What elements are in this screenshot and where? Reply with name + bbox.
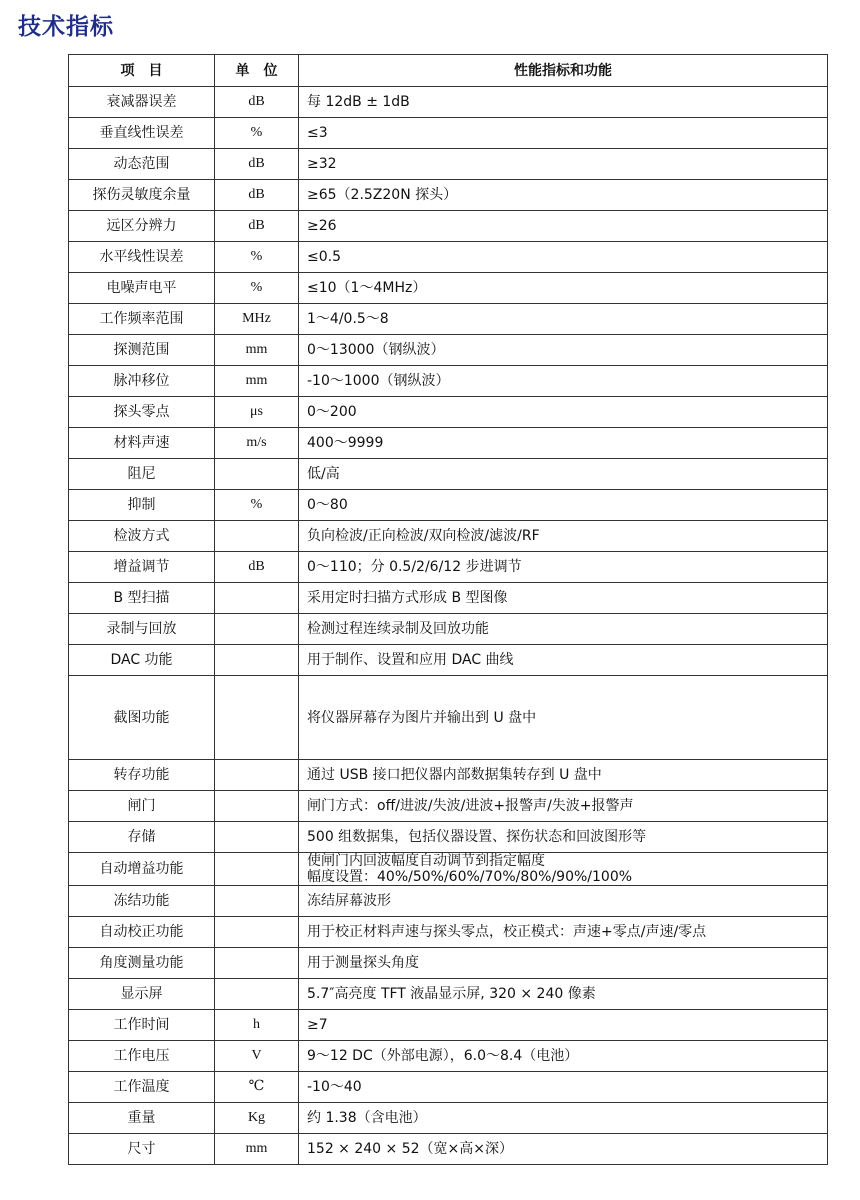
- row-item: 材料声速: [69, 428, 215, 459]
- row-value-text: 采用定时扫描方式形成 B 型图像: [307, 590, 508, 606]
- row-unit: [215, 760, 299, 791]
- row-value-text: ≥65（2.5Z20N 探头）: [307, 187, 458, 203]
- table-row: [69, 552, 828, 583]
- row-item: 自动增益功能: [69, 853, 215, 886]
- row-value-text: -10～40: [307, 1079, 362, 1095]
- row-item: 抑制: [69, 490, 215, 521]
- row-item: 电噪声电平: [69, 273, 215, 304]
- row-value: [299, 149, 828, 180]
- header-unit: 单 位: [215, 55, 299, 87]
- row-unit: Kg: [215, 1103, 299, 1134]
- row-value-text: ≤10（1～4MHz）: [307, 280, 427, 296]
- table-row: [69, 521, 828, 552]
- header-item: 项 目: [69, 55, 215, 87]
- row-item: 工作频率范围: [69, 304, 215, 335]
- table-row: [69, 211, 828, 242]
- row-unit: mm: [215, 366, 299, 397]
- row-value: [299, 87, 828, 118]
- row-item: 尺寸: [69, 1134, 215, 1165]
- row-unit: [215, 614, 299, 645]
- table-row: [69, 886, 828, 917]
- row-item: 衰减器误差: [69, 87, 215, 118]
- row-value: [299, 822, 828, 853]
- row-value: [299, 1103, 828, 1134]
- row-value-text: 5.7″高亮度 TFT 液晶显示屏, 320 × 240 像素: [307, 986, 596, 1002]
- table-row: [69, 459, 828, 490]
- row-value: [299, 428, 828, 459]
- row-unit: %: [215, 242, 299, 273]
- row-value: [299, 1041, 828, 1072]
- row-value-text: 将仪器屏幕存为图片并输出到 U 盘中: [307, 709, 537, 726]
- row-value: [299, 397, 828, 428]
- table-row: [69, 397, 828, 428]
- row-item: 角度测量功能: [69, 948, 215, 979]
- row-item: 闸门: [69, 791, 215, 822]
- row-item: 工作时间: [69, 1010, 215, 1041]
- row-value: [299, 366, 828, 397]
- row-unit: ℃: [215, 1072, 299, 1103]
- row-unit: mm: [215, 335, 299, 366]
- row-value-text: 0～80: [307, 497, 348, 513]
- row-unit: μs: [215, 397, 299, 428]
- row-unit: m/s: [215, 428, 299, 459]
- row-item: 探测范围: [69, 335, 215, 366]
- row-item: 远区分辨力: [69, 211, 215, 242]
- row-value: [299, 979, 828, 1010]
- table-row: [69, 917, 828, 948]
- row-item: 重量: [69, 1103, 215, 1134]
- row-value-text: 152 × 240 × 52（宽×高×深）: [307, 1141, 513, 1157]
- row-value: [299, 645, 828, 676]
- table-row: [69, 1072, 828, 1103]
- row-value-text: ≥7: [307, 1017, 328, 1033]
- row-value-text: 冻结屏幕波形: [307, 893, 391, 909]
- row-unit: %: [215, 490, 299, 521]
- row-item: 截图功能: [69, 676, 215, 760]
- spec-table: [68, 54, 828, 1165]
- row-value: [299, 948, 828, 979]
- row-value-text: 通过 USB 接口把仪器内部数据集转存到 U 盘中: [307, 767, 602, 783]
- table-row: [69, 979, 828, 1010]
- row-value-text-2: 幅度设置：40%/50%/60%/70%/80%/90%/100%: [307, 869, 633, 885]
- row-unit: [215, 645, 299, 676]
- row-unit: dB: [215, 211, 299, 242]
- row-value: [299, 304, 828, 335]
- row-unit: [215, 521, 299, 552]
- row-item: 阻尼: [69, 459, 215, 490]
- row-item: 增益调节: [69, 552, 215, 583]
- row-value: [299, 211, 828, 242]
- row-item: 探头零点: [69, 397, 215, 428]
- row-value: [299, 1134, 828, 1165]
- table-row: [69, 676, 828, 760]
- table-row: [69, 822, 828, 853]
- row-item: 工作电压: [69, 1041, 215, 1072]
- row-value-text: 0～110；分 0.5/2/6/12 步进调节: [307, 559, 522, 575]
- row-value: [299, 676, 828, 760]
- row-item: 存储: [69, 822, 215, 853]
- row-value-text: 检测过程连续录制及回放功能: [307, 621, 489, 637]
- row-unit: dB: [215, 149, 299, 180]
- row-unit: [215, 676, 299, 760]
- row-unit: %: [215, 118, 299, 149]
- row-value-text: ≥32: [307, 156, 337, 172]
- row-value-text: 用于制作、设置和应用 DAC 曲线: [307, 652, 514, 668]
- table-row: [69, 1010, 828, 1041]
- row-item: 检波方式: [69, 521, 215, 552]
- row-item: 探伤灵敏度余量: [69, 180, 215, 211]
- row-unit: [215, 886, 299, 917]
- row-item: 冻结功能: [69, 886, 215, 917]
- table-row: [69, 273, 828, 304]
- row-item: 转存功能: [69, 760, 215, 791]
- table-row: [69, 180, 828, 211]
- table-row: [69, 583, 828, 614]
- table-row: [69, 791, 828, 822]
- table-row: [69, 242, 828, 273]
- row-value-text: ≤0.5: [307, 249, 341, 265]
- row-value: [299, 760, 828, 791]
- row-unit: [215, 948, 299, 979]
- row-value: [299, 490, 828, 521]
- table-row: [69, 614, 828, 645]
- table-row: [69, 87, 828, 118]
- row-value-text: 400～9999: [307, 435, 384, 451]
- row-value-text: ≥26: [307, 218, 337, 234]
- row-unit: %: [215, 273, 299, 304]
- row-value-text: 1～4/0.5～8: [307, 311, 389, 327]
- row-item: DAC 功能: [69, 645, 215, 676]
- row-value: [299, 853, 828, 886]
- row-unit: dB: [215, 180, 299, 211]
- row-item: B 型扫描: [69, 583, 215, 614]
- row-value: [299, 521, 828, 552]
- row-value: [299, 1072, 828, 1103]
- table-row: [69, 366, 828, 397]
- row-value: [299, 335, 828, 366]
- table-row: [69, 1134, 828, 1165]
- table-row: [69, 853, 828, 886]
- row-item: 动态范围: [69, 149, 215, 180]
- row-value-text: 用于测量探头角度: [307, 955, 419, 971]
- row-unit: MHz: [215, 304, 299, 335]
- row-value-text: 负向检波/正向检波/双向检波/滤波/RF: [307, 528, 540, 544]
- row-value-text: 0～13000（钢纵波）: [307, 342, 445, 358]
- row-value-text: 每 12dB ± 1dB: [307, 94, 410, 110]
- row-unit: [215, 583, 299, 614]
- row-unit: dB: [215, 552, 299, 583]
- row-value: [299, 459, 828, 490]
- row-item: 自动校正功能: [69, 917, 215, 948]
- table-row: [69, 428, 828, 459]
- table-row: [69, 149, 828, 180]
- row-unit: h: [215, 1010, 299, 1041]
- row-value-text: 约 1.38（含电池）: [307, 1110, 427, 1126]
- row-unit: mm: [215, 1134, 299, 1165]
- row-value: [299, 273, 828, 304]
- row-unit: [215, 459, 299, 490]
- header-spec: 性能指标和功能: [299, 55, 828, 87]
- row-value: [299, 180, 828, 211]
- row-value-text: 用于校正材料声速与探头零点，校正模式：声速+零点/声速/零点: [307, 924, 707, 940]
- row-value-text: 低/高: [307, 466, 340, 482]
- row-value-text: 闸门方式：off/进波/失波/进波+报警声/失波+报警声: [307, 798, 634, 814]
- row-unit: [215, 917, 299, 948]
- row-item: 脉冲移位: [69, 366, 215, 397]
- row-item: 垂直线性误差: [69, 118, 215, 149]
- table-row: [69, 304, 828, 335]
- row-value: [299, 791, 828, 822]
- row-value-text: 500 组数据集，包括仪器设置、探伤状态和回波图形等: [307, 829, 647, 845]
- row-value-text: -10～1000（钢纵波）: [307, 373, 450, 389]
- table-row: [69, 1041, 828, 1072]
- table-header-row: [69, 55, 828, 87]
- row-item: 水平线性误差: [69, 242, 215, 273]
- table-row: [69, 645, 828, 676]
- row-item: 工作温度: [69, 1072, 215, 1103]
- row-value: [299, 242, 828, 273]
- row-item: 录制与回放: [69, 614, 215, 645]
- table-row: [69, 490, 828, 521]
- row-value: [299, 552, 828, 583]
- row-value: [299, 1010, 828, 1041]
- row-value: [299, 917, 828, 948]
- row-unit: [215, 822, 299, 853]
- table-row: [69, 1103, 828, 1134]
- table-row: [69, 118, 828, 149]
- row-value-text: ≤3: [307, 125, 328, 141]
- row-value: [299, 118, 828, 149]
- row-value: [299, 583, 828, 614]
- row-value: [299, 614, 828, 645]
- row-item: 显示屏: [69, 979, 215, 1010]
- row-unit: [215, 979, 299, 1010]
- row-unit: [215, 853, 299, 886]
- row-value: [299, 886, 828, 917]
- row-value-text: 9～12 DC（外部电源），6.0～8.4（电池）: [307, 1048, 579, 1064]
- row-unit: [215, 791, 299, 822]
- row-unit: dB: [215, 87, 299, 118]
- row-value-text: 使闸门内回波幅度自动调节到指定幅度: [307, 853, 545, 869]
- row-value-text: 0～200: [307, 404, 357, 420]
- table-row: [69, 760, 828, 791]
- table-row: [69, 335, 828, 366]
- table-row: [69, 948, 828, 979]
- row-unit: V: [215, 1041, 299, 1072]
- page-title: 技术指标: [18, 14, 114, 40]
